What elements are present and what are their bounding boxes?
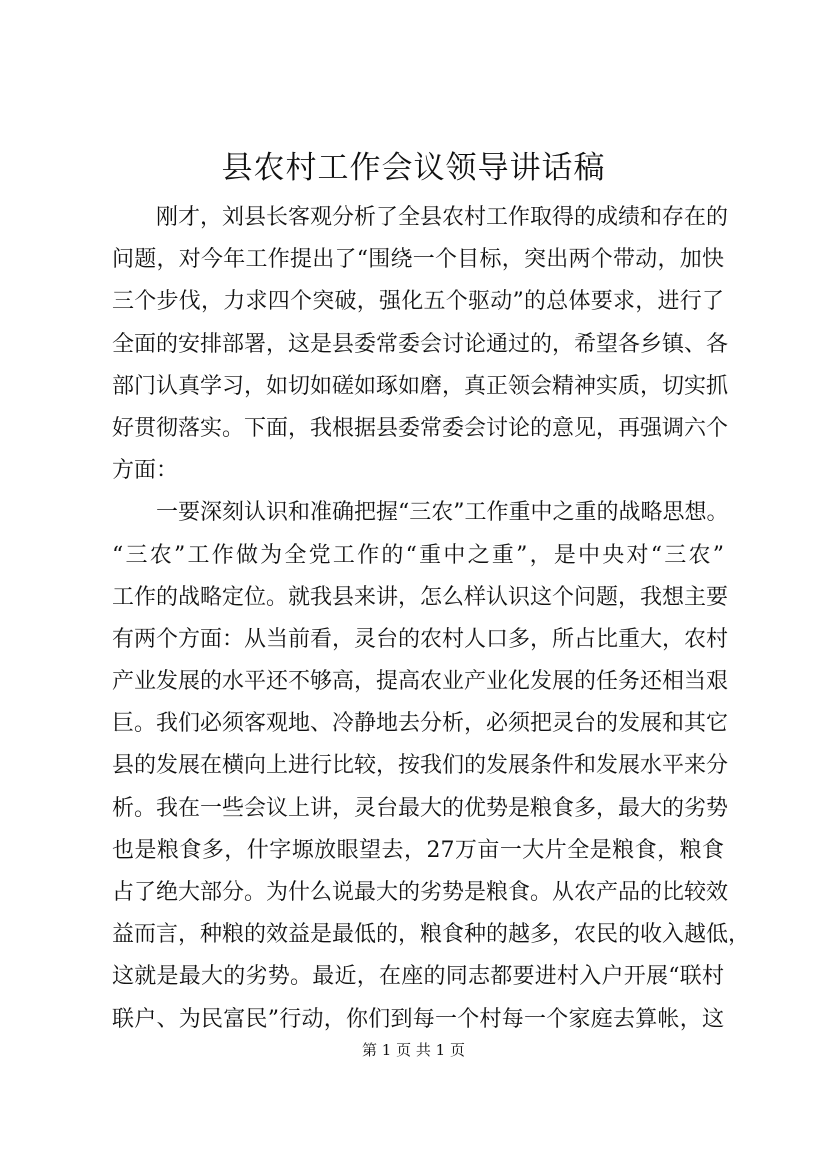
text-line: 工作的战略定位。就我县来讲，怎么样认识这个问题，我想主要	[112, 584, 729, 610]
text-line: 析。我在一些会议上讲，灵台最大的优势是粮食多，最大的劣势	[112, 795, 729, 821]
text-line: 也是粮食多，什字塬放眼望去，27万亩一大片全是粮食，粮食	[112, 837, 724, 863]
text-line: 三个步伐，力求四个突破，强化五个驱动”的总体要求，进行了	[112, 289, 724, 315]
text-line: 巨。我们必须客观地、冷静地去分析，必须把灵台的发展和其它	[112, 711, 729, 737]
text-line: 产业发展的水平还不够高，提高农业产业化发展的任务还相当艰	[112, 669, 729, 695]
paragraph-1	[112, 197, 729, 492]
text-line: 占了绝大部分。为什么说最大的劣势是粮食。从农产品的比较效	[112, 880, 729, 905]
text-line: 这就是最大的劣势。最近，在座的同志都要进村入户开展“联村	[112, 964, 724, 990]
text-line: 全面的安排部署，这是县委常委会讨论通过的，希望各乡镇、各	[112, 331, 729, 357]
paragraph-2	[112, 492, 751, 1040]
document-title: 县农村工作会议领导讲话稿	[221, 150, 606, 186]
text-line: 刚才，刘县长客观分析了全县农村工作取得的成绩和存在的	[156, 205, 729, 230]
text-line: 部门认真学习，如切如磋如琢如磨，真正领会精神实质，切实抓	[112, 373, 729, 399]
text-line: 一要深刻认识和准确把握“三农”工作重中之重的战略思想。	[156, 500, 729, 526]
text-line: 好贯彻落实。下面，我根据县委常委会讨论的意见，再强调六个	[112, 415, 729, 441]
text-line: 有两个方面：从当前看，灵台的农村人口多，所占比重大，农村	[112, 626, 729, 652]
text-line: 问题，对今年工作提出了“围绕一个目标，突出两个带动，加快	[112, 247, 724, 273]
text-line: 益而言，种粮的效益是最低的，粮食种的越多，农民的收入越低，	[112, 922, 751, 948]
text-line: 联户、为民富民”行动，你们到每一个村每一个家庭去算帐，这	[112, 1006, 724, 1032]
text-line: 方面：	[112, 458, 179, 484]
text-line: “三农”工作做为全党工作的“重中之重”，是中央对“三农”	[112, 542, 724, 568]
text-line: 县的发展在横向上进行比较，按我们的发展条件和发展水平来分	[112, 753, 729, 779]
page-footer: 第 1 页 共 1 页	[362, 1041, 465, 1059]
document-body	[112, 197, 751, 1041]
